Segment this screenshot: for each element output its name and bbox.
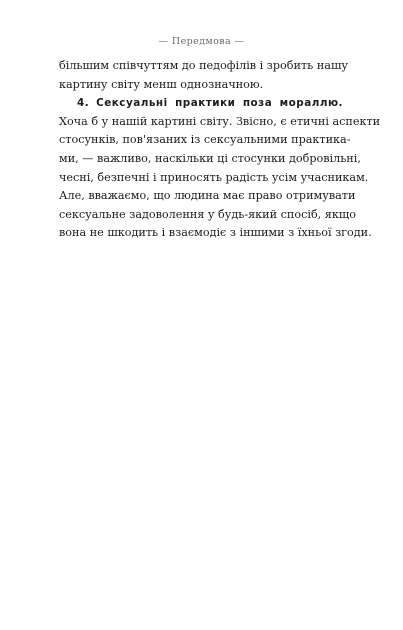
section-heading: Сексуальні практики поза мораллю. xyxy=(96,97,343,110)
paragraph-continued xyxy=(59,57,348,94)
section-heading-line xyxy=(59,94,343,113)
text-line: ми, — важливо, наскільки ці стосунки добровільні, xyxy=(59,151,361,165)
text-line: чесні, безпечні і приносять радість усім учасникам. xyxy=(59,170,369,184)
text-line: вона не шкодить і взаємодіє з іншими з їхньої згоди. xyxy=(59,226,372,240)
body-text xyxy=(59,57,381,243)
running-head: — Передмова — xyxy=(158,36,245,47)
text-line: стосунків, пов'язаних із сексуальними практика- xyxy=(59,133,351,147)
text-line: сексуальне задоволення у будь-який спосіб, якщо xyxy=(59,207,356,221)
text-line: Хоча б у нашій картині світу. Звісно, є етичні аспекти xyxy=(59,114,381,128)
section-number: 4. xyxy=(77,97,90,110)
text-line: картину світу менш однозначною. xyxy=(59,77,264,91)
section-4 xyxy=(59,94,381,243)
text-line: Але, вважаємо, що людина має право отримувати xyxy=(59,189,356,203)
text-line: більшим співчуттям до педофілів і зробить нашу xyxy=(59,59,348,72)
